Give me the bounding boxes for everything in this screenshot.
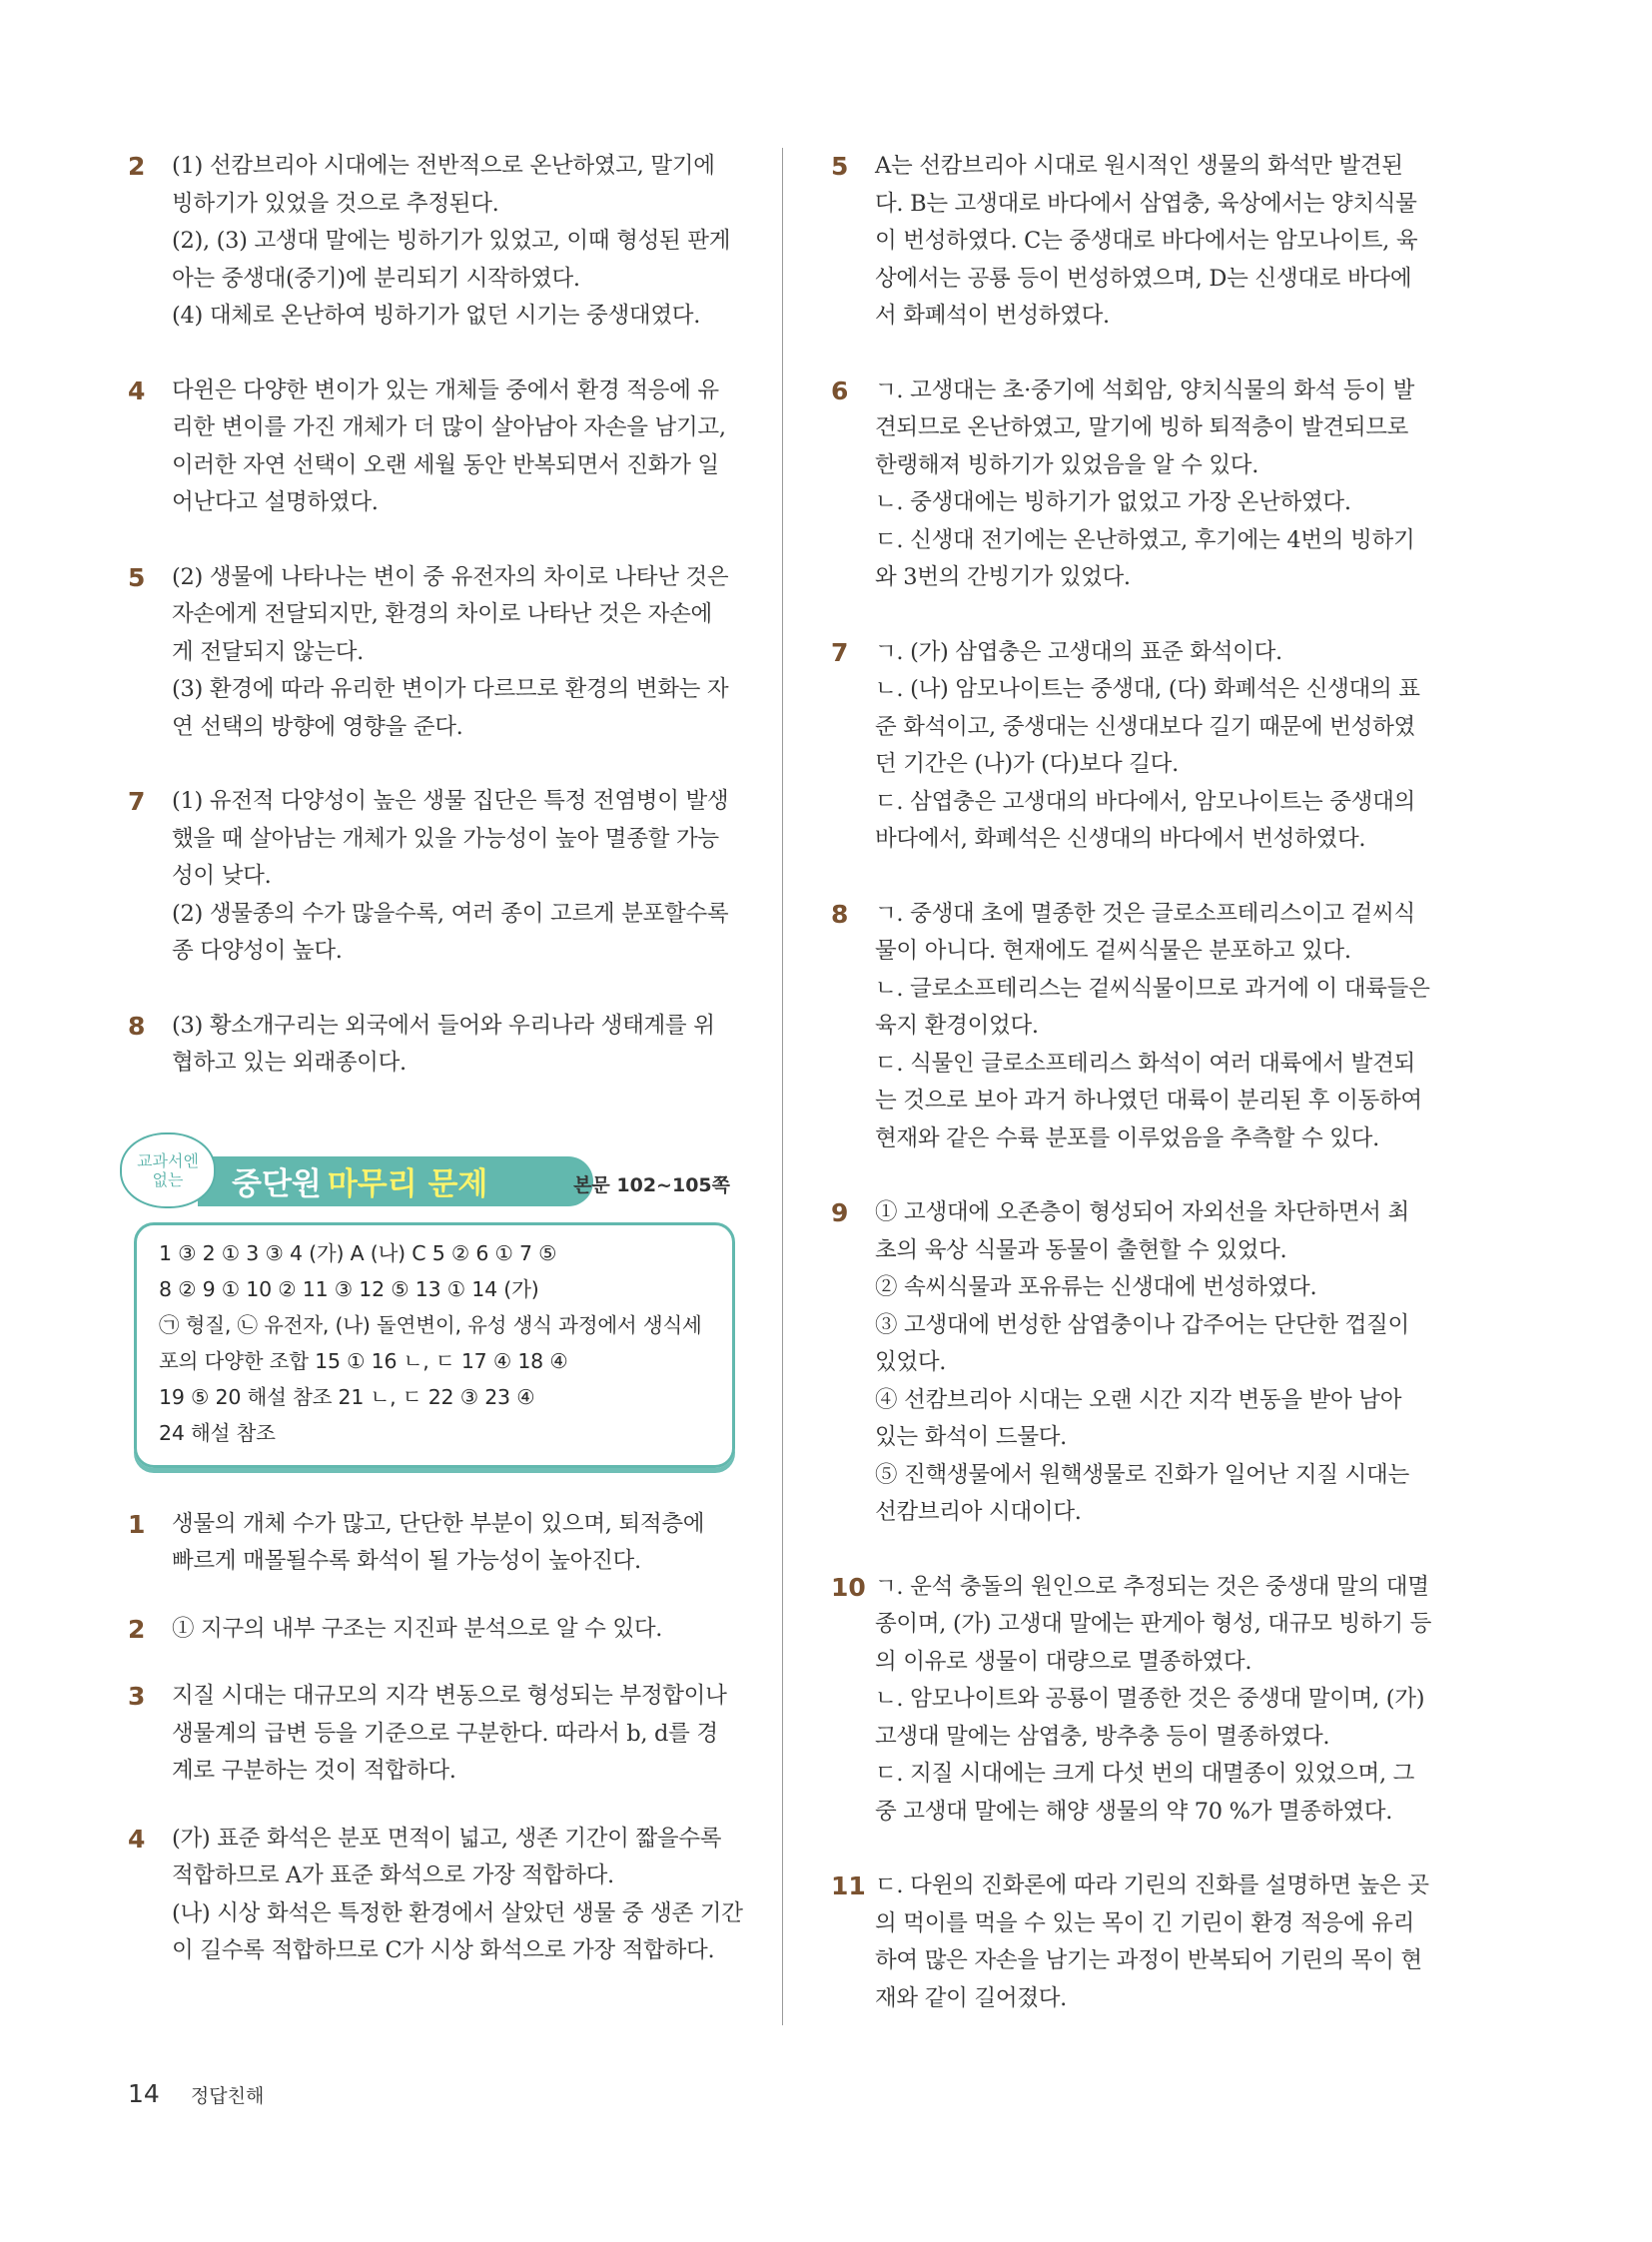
text-line: 현재와 같은 수륙 분포를 이루었음을 추측할 수 있다. [875, 1124, 1379, 1151]
text-line: 빙하기가 있었을 것으로 추정된다. [172, 190, 499, 217]
text-line: ㄱ. (가) 삼엽충은 고생대의 표준 화석이다. [875, 638, 1282, 665]
item-number: 4 [128, 375, 146, 405]
text-line: 와 3번의 간빙기가 있었다. [875, 564, 1131, 590]
text-line: 했을 때 살아남는 개체가 있을 가능성이 높아 멸종할 가능 [172, 825, 719, 852]
answer-item [128, 559, 730, 747]
right-column [831, 148, 1436, 2017]
text-line: 물이 아니다. 현재에도 겉씨식물은 분포하고 있다. [875, 938, 1351, 964]
text-line: (가) 표준 화석은 분포 면적이 넓고, 생존 기간이 짧을수록 [172, 1825, 722, 1852]
text-line: ㄷ. 지질 시대에는 크게 다섯 번의 대멸종이 있었으며, 그 [875, 1761, 1415, 1787]
text-line: 종이며, (가) 고생대 말에는 판게아 형성, 대규모 빙하기 등 [875, 1611, 1432, 1637]
text-line: 생물의 개체 수가 많고, 단단한 부분이 있으며, 퇴적층에 [172, 1510, 705, 1537]
badge-line: 교과서엔 [137, 1150, 199, 1170]
column-divider [782, 148, 783, 2025]
text-line: (1) 선캄브리아 시대에는 전반적으로 온난하였고, 말기에 [172, 153, 715, 179]
answer-item [128, 1008, 730, 1083]
text-line: 연 선택의 방향에 영향을 준다. [172, 713, 463, 740]
text-line: ㄴ. 중생대에는 빙하기가 없었고 가장 온난하였다. [875, 489, 1351, 515]
text-line: 고생대 말에는 삼엽충, 방추충 등이 멸종하였다. [875, 1723, 1330, 1750]
item-number: 2 [128, 1614, 146, 1644]
text-line: ① 지구의 내부 구조는 지진파 분석으로 알 수 있다. [172, 1615, 663, 1642]
text-line: 의 먹이를 먹을 수 있는 목이 긴 기린이 환경 적응에 유리 [875, 1909, 1415, 1936]
item-number: 11 [831, 1871, 866, 1900]
text-line: ㄷ. 삼엽충은 고생대의 바다에서, 암모나이트는 중생대의 [875, 788, 1415, 815]
answer-item [128, 373, 730, 522]
text-line: ② 속씨식물과 포유류는 신생대에 번성하였다. [875, 1274, 1317, 1300]
text-line: ㄴ. 글로소프테리스는 겉씨식물이므로 과거에 이 대륙들은 [875, 975, 1430, 1002]
answer-key-line: 24 해설 참조 [159, 1420, 276, 1445]
text-line: 성이 낮다. [172, 863, 272, 889]
answer-key-box [134, 1222, 735, 1468]
text-line: ㄷ. 다윈의 진화론에 따라 기린의 진화를 설명하면 높은 곳 [875, 1872, 1429, 1898]
item-number: 4 [128, 1824, 146, 1854]
text-line: 빠르게 매몰될수록 화석이 될 가능성이 높아진다. [172, 1548, 641, 1574]
section-title-bar [198, 1156, 593, 1206]
footer-label: 정답친해 [190, 2085, 265, 2107]
text-line: 던 기간은 (나)가 (다)보다 길다. [875, 751, 1179, 777]
answer-key-line: ㉠ 형질, ㉡ 유전자, (나) 돌연변이, 유성 생식 과정에서 생식세 [159, 1312, 702, 1337]
item-number: 5 [831, 152, 849, 181]
answer-item [128, 1611, 730, 1649]
text-line: 협하고 있는 외래종이다. [172, 1050, 407, 1076]
text-line: ㄴ. (나) 암모나이트는 중생대, (다) 화폐석은 신생대의 표 [875, 676, 1420, 702]
text-line: ③ 고생대에 번성한 삼엽충이나 갑주어는 단단한 껍질이 [875, 1311, 1409, 1338]
text-line: A는 선캄브리아 시대로 원시적인 생물의 화석만 발견된 [875, 153, 1403, 179]
page-reference: 본문 102~105쪽 [573, 1173, 730, 1196]
text-line: 게 전달되지 않는다. [172, 638, 365, 665]
page-footer [128, 2079, 264, 2108]
text-line: ㄱ. 고생대는 초·중기에 석회암, 양치식물의 화석 등이 발 [875, 376, 1415, 403]
answer-item [128, 1506, 730, 1581]
text-line: 아는 중생대(중기)에 분리되기 시작하였다. [172, 265, 580, 292]
answer-key-line: 포의 다양한 조합 15 ① 16 ㄴ, ㄷ 17 ④ 18 ④ [159, 1348, 568, 1373]
text-line: (나) 시상 화석은 특정한 환경에서 살았던 생물 중 생존 기간 [172, 1899, 743, 1926]
text-line: ㄱ. 운석 충돌의 원인으로 추정되는 것은 중생대 말의 대멸 [875, 1573, 1429, 1600]
text-line: ㄷ. 식물인 글로소프테리스 화석이 여러 대륙에서 발견되 [875, 1050, 1415, 1077]
item-number: 8 [831, 899, 849, 929]
text-line: 견되므로 온난하였고, 말기에 빙하 퇴적층이 발견되므로 [875, 414, 1409, 440]
text-line: (3) 환경에 따라 유리한 변이가 다르므로 환경의 변화는 자 [172, 676, 729, 702]
left-column [128, 148, 743, 1970]
text-line: 이 번성하였다. C는 중생대로 바다에서는 암모나이트, 육 [875, 228, 1418, 254]
badge-line: 없는 [152, 1169, 184, 1189]
text-line: 자손에게 전달되지만, 환경의 차이로 나타난 것은 자손에 [172, 601, 712, 627]
text-line: 적합하므로 A가 표준 화석으로 가장 적합하다. [172, 1863, 614, 1888]
answer-item [831, 634, 1436, 859]
text-line: 다윈은 다양한 변이가 있는 개체들 중에서 환경 적응에 유 [172, 376, 719, 403]
text-line: 바다에서, 화폐석은 신생대의 바다에서 번성하였다. [875, 826, 1366, 852]
answer-item [831, 1868, 1436, 2017]
answer-item [831, 1194, 1436, 1532]
text-line: ㄷ. 신생대 전기에는 온난하였고, 후기에는 4번의 빙하기 [875, 526, 1415, 553]
text-line: 종 다양성이 높다. [172, 938, 343, 964]
text-line: ① 고생대에 오존층이 형성되어 자외선을 차단하면서 최 [875, 1199, 1409, 1225]
answer-item [128, 148, 730, 336]
text-line: (2) 생물종의 수가 많을수록, 여러 종이 고르게 분포할수록 [172, 900, 729, 927]
textbook-badge [120, 1132, 216, 1208]
text-line: 계로 구분하는 것이 적합하다. [172, 1758, 456, 1784]
item-number: 6 [831, 375, 849, 405]
item-number: 5 [128, 562, 146, 592]
text-line: 있는 화석이 드물다. [875, 1424, 1068, 1450]
text-line: 하여 많은 자손을 남기는 과정이 반복되어 기린의 목이 현 [875, 1947, 1422, 1973]
section-title-highlight: 마무리 문제 [327, 1166, 488, 1202]
answer-item [831, 896, 1436, 1158]
text-line: 의 이유로 생물이 대량으로 멸종하였다. [875, 1648, 1252, 1675]
text-line: ㄱ. 중생대 초에 멸종한 것은 글로소프테리스이고 겉씨식 [875, 900, 1415, 927]
text-line: 어난다고 설명하였다. [172, 489, 379, 515]
text-line: (3) 황소개구리는 외국에서 들어와 우리나라 생태계를 위 [172, 1012, 715, 1039]
text-line: (2) 생물에 나타나는 변이 중 유전자의 차이로 나타난 것은 [172, 563, 729, 590]
text-line: 이 길수록 적합하므로 C가 시상 화석으로 가장 적합하다. [172, 1937, 715, 1963]
text-line: 상에서는 공룡 등이 번성하였으며, D는 신생대로 바다에 [875, 265, 1412, 292]
text-line: 이러한 자연 선택이 오랜 세월 동안 반복되면서 진화가 일 [172, 451, 719, 478]
answer-item [128, 1678, 730, 1791]
page-number: 14 [128, 2079, 160, 2108]
text-line: (4) 대체로 온난하여 빙하기가 없던 시기는 중생대였다. [172, 303, 701, 329]
text-line: 중 고생대 말에는 해양 생물의 약 70 %가 멸종하였다. [875, 1798, 1393, 1825]
item-number: 7 [831, 637, 849, 667]
text-line: 다. B는 고생대로 바다에서 삼엽충, 육상에서는 양치식물 [875, 190, 1417, 217]
item-number: 1 [128, 1509, 146, 1539]
text-line: 준 화석이고, 중생대는 신생대보다 길기 때문에 번성하였 [875, 713, 1415, 740]
answer-item [831, 373, 1436, 597]
text-line: (1) 유전적 다양성이 높은 생물 집단은 특정 전염병이 발생 [172, 788, 729, 814]
answer-item [128, 1821, 743, 1970]
text-line: 초의 육상 식물과 동물이 출현할 수 있었다. [875, 1236, 1287, 1263]
text-line: 재와 같이 길어졌다. [875, 1984, 1068, 2011]
text-line: (2), (3) 고생대 말에는 빙하기가 있었고, 이때 형성된 판게 [172, 228, 731, 254]
text-line: 선캄브리아 시대이다. [875, 1499, 1082, 1525]
answer-key-line: 19 ⑤ 20 해설 참조 21 ㄴ, ㄷ 22 ③ 23 ④ [159, 1384, 535, 1409]
answer-item [128, 783, 730, 971]
text-line: 생물계의 급변 등을 기준으로 구분한다. 따라서 b, d를 경 [172, 1720, 718, 1747]
text-line: 는 것으로 보아 과거 하나였던 대륙이 분리된 후 이동하여 [875, 1088, 1422, 1114]
item-number: 7 [128, 787, 146, 816]
answer-item [831, 148, 1436, 336]
text-line: 한랭해져 빙하기가 있었음을 알 수 있다. [875, 451, 1259, 478]
text-line: 육지 환경이었다. [875, 1013, 1039, 1039]
text-line: ㄴ. 암모나이트와 공룡이 멸종한 것은 중생대 말이며, (가) [875, 1686, 1425, 1712]
text-line: ④ 선캄브리아 시대는 오랜 시간 지각 변동을 받아 남아 [875, 1386, 1402, 1413]
item-number: 9 [831, 1198, 849, 1227]
answer-key-line: 1 ③ 2 ① 3 ③ 4 (가) A (나) C 5 ② 6 ① 7 ⑤ [159, 1240, 557, 1265]
text-line: 리한 변이를 가진 개체가 더 많이 살아남아 자손을 남기고, [172, 414, 726, 440]
item-number: 2 [128, 152, 146, 181]
item-number: 8 [128, 1011, 146, 1041]
item-number: 10 [831, 1572, 866, 1602]
text-line: ⑤ 진핵생물에서 원핵생물로 진화가 일어난 지질 시대는 [875, 1461, 1409, 1488]
section-header [128, 1132, 730, 1222]
text-line: 지질 시대는 대규모의 지각 변동으로 형성되는 부정합이나 [172, 1683, 727, 1709]
answer-item [831, 1569, 1436, 1832]
item-number: 3 [128, 1682, 146, 1711]
section-title-main: 중단원 [232, 1166, 322, 1202]
answer-key-line: 8 ② 9 ① 10 ② 11 ③ 12 ⑤ 13 ① 14 (가) [159, 1276, 539, 1301]
text-line: 서 화폐석이 번성하였다. [875, 303, 1110, 329]
text-line: 있었다. [875, 1349, 947, 1375]
